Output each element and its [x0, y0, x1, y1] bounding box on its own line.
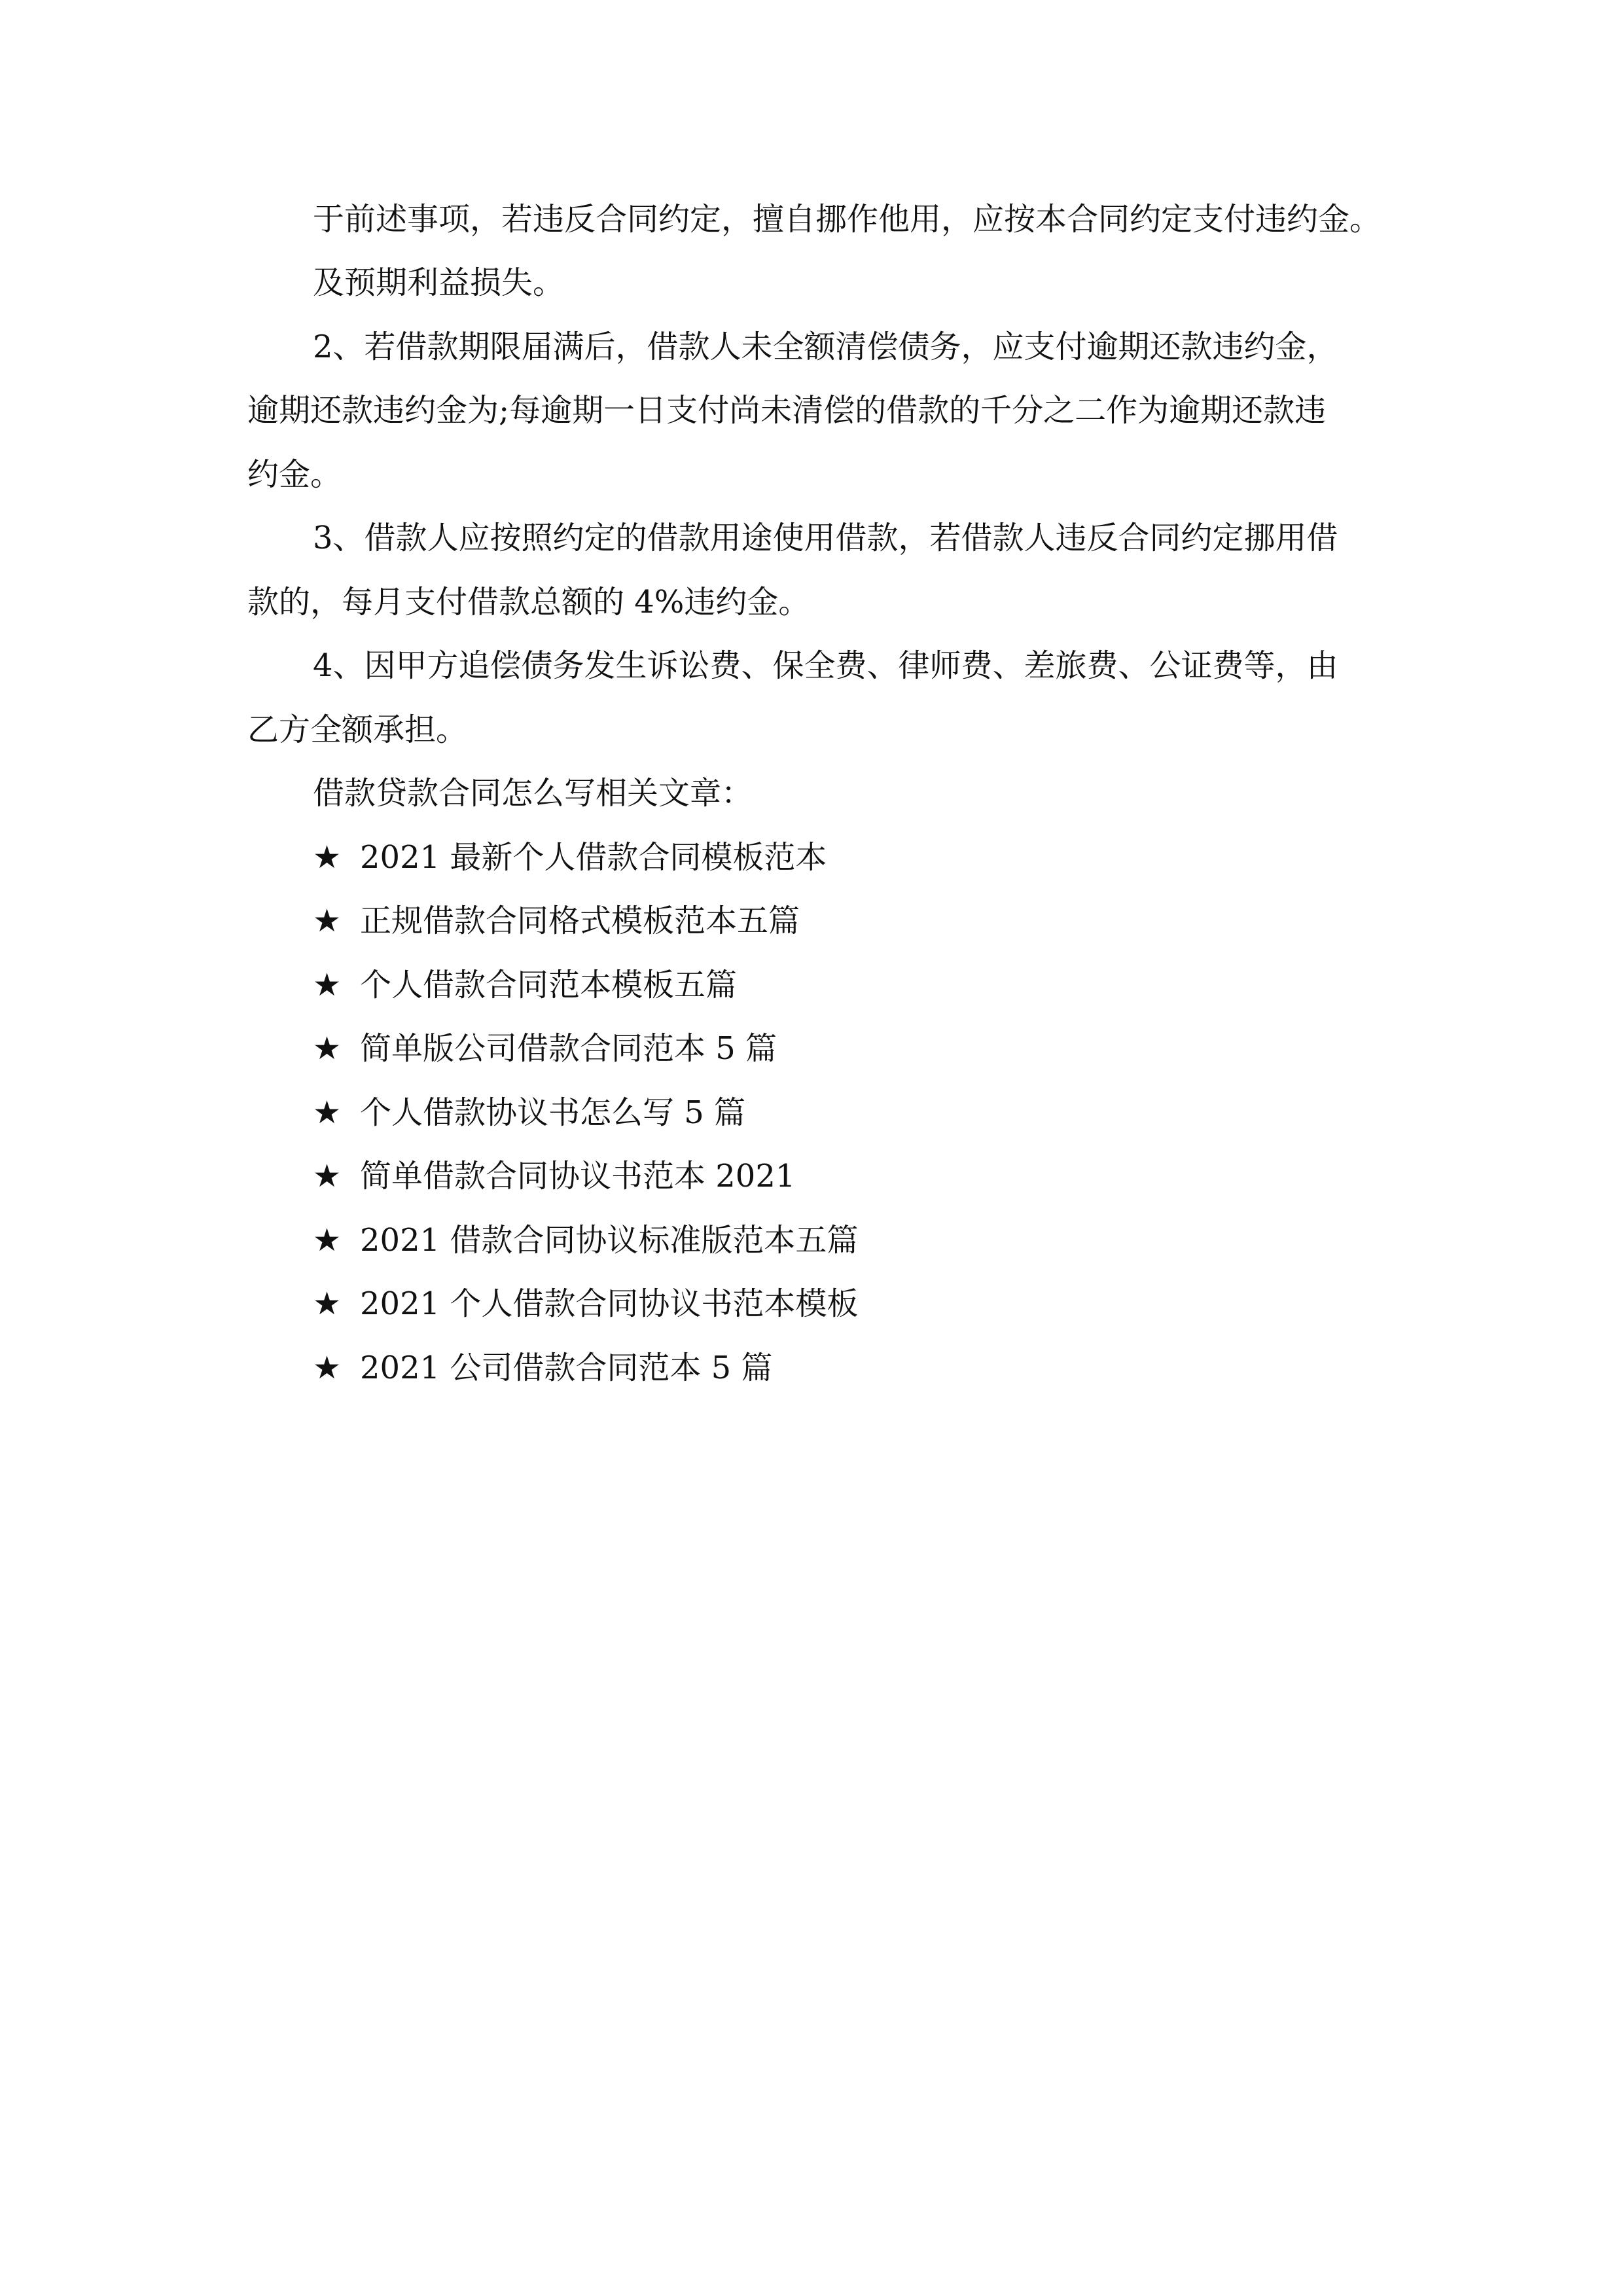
related-link-label: 2021 个人借款合同协议书范本模板	[360, 1285, 859, 1322]
star-icon: ★	[313, 967, 342, 1003]
star-icon: ★	[313, 1094, 342, 1131]
related-link[interactable]	[313, 965, 737, 1005]
related-link[interactable]	[313, 1348, 772, 1388]
related-link[interactable]	[313, 1093, 745, 1132]
related-link-label: 简单借款合同协议书范本 2021	[360, 1158, 796, 1194]
paragraph-line: 3、借款人应按照约定的借款用途使用借款，若借款人违反合同约定挪用借	[313, 520, 1338, 556]
paragraph-line: 约金。	[247, 456, 342, 493]
related-link[interactable]	[313, 901, 800, 941]
paragraph-line: 2、若借款期限届满后，借款人未全额清偿债务，应支付逾期还款违约金，	[313, 329, 1338, 365]
related-link-label: 2021 借款合同协议标准版范本五篇	[360, 1222, 859, 1259]
related-link[interactable]	[313, 1284, 858, 1323]
related-link-label: 正规借款合同格式模板范本五篇	[360, 903, 800, 939]
related-link-label: 2021 最新个人借款合同模板范本	[360, 839, 827, 876]
paragraph-line: 乙方全额承担。	[247, 711, 468, 748]
related-link[interactable]	[313, 838, 827, 877]
paragraph-line: 逾期还款违约金为;每逾期一日支付尚未清偿的借款的千分之二作为逾期还款违	[247, 392, 1327, 429]
paragraph-line: 及预期利益损失。	[313, 264, 565, 301]
star-icon: ★	[313, 1158, 342, 1194]
related-articles-heading: 借款贷款合同怎么写相关文章：	[313, 775, 753, 812]
paragraph-line: 4、因甲方追偿债务发生诉讼费、保全费、律师费、差旅费、公证费等，由	[313, 647, 1338, 684]
star-icon: ★	[313, 1285, 342, 1322]
related-link-label: 2021 公司借款合同范本 5 篇	[360, 1350, 773, 1386]
related-link-label: 个人借款合同范本模板五篇	[360, 967, 738, 1003]
related-link[interactable]	[313, 1029, 777, 1068]
paragraph-line: 款的，每月支付借款总额的 4%违约金。	[247, 584, 810, 620]
related-link[interactable]	[313, 1157, 795, 1196]
star-icon: ★	[313, 1222, 342, 1259]
star-icon: ★	[313, 1350, 342, 1386]
star-icon: ★	[313, 839, 342, 876]
star-icon: ★	[313, 903, 342, 939]
related-link[interactable]	[313, 1221, 858, 1260]
related-link-label: 简单版公司借款合同范本 5 篇	[360, 1030, 777, 1067]
related-link-label: 个人借款协议书怎么写 5 篇	[360, 1094, 746, 1131]
star-icon: ★	[313, 1030, 342, 1067]
paragraph-line: 于前述事项，若违反合同约定，擅自挪作他用，应按本合同约定支付违约金。	[313, 201, 1382, 238]
